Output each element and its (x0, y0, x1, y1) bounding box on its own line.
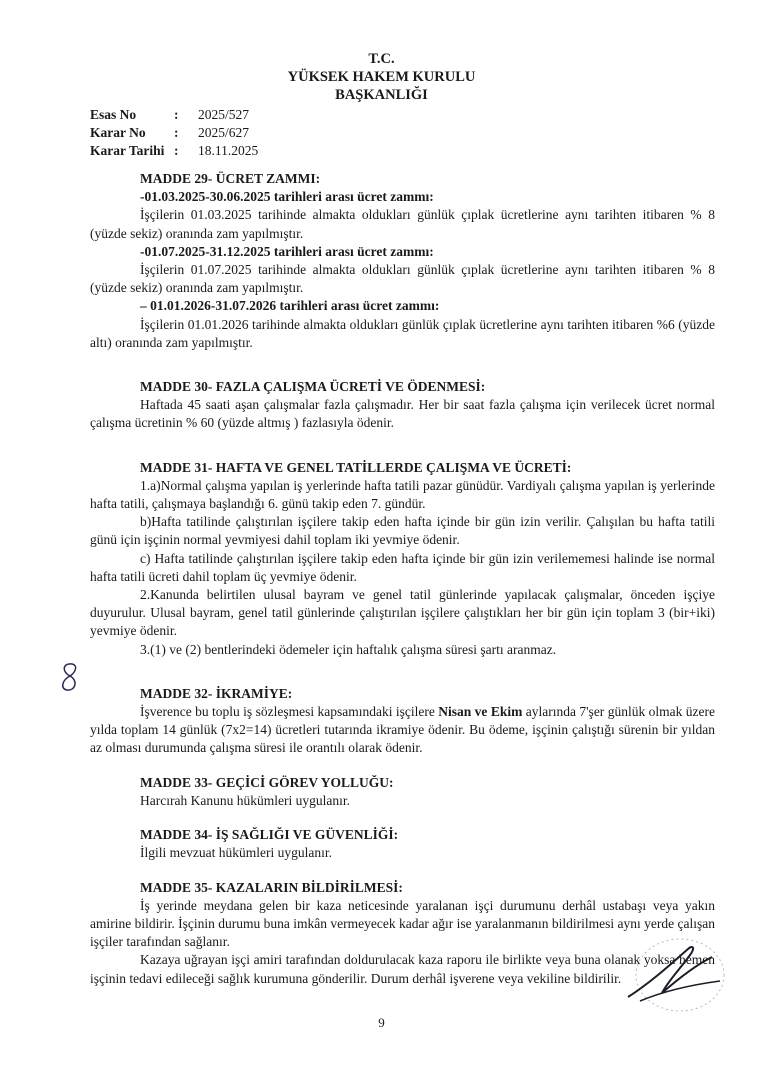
meta-label: Karar No (90, 125, 146, 140)
madde-29-para-2: İşçilerin 01.07.2025 tarihinde almakta oldukları günlük çıplak ücretlerine aynı tarihten itibaren % 8 (yüzde sekiz) oranında zam yapılmıştır. (90, 262, 715, 296)
page-number: 9 (378, 1015, 385, 1030)
madde-31-para-3: c) Hafta tatilinde çalıştırılan işçilere takip eden hafta içinde bir gün izin verilememesi halinde ise normal hafta tatili ücreti dahil toplam üç yevmiye ödenir. (90, 550, 715, 584)
madde-29-sub-3: – 01.01.2026-31.07.2026 tarihleri arası ücret zammı: (140, 298, 440, 314)
meta-value: 2025/627 (198, 125, 250, 140)
madde-29-title: MADDE 29- ÜCRET ZAMMI: (140, 171, 321, 186)
header-institution: YÜKSEK HAKEM KURULU (287, 69, 476, 85)
meta-colon: : (174, 107, 179, 122)
madde-29-sub-1: -01.03.2025-30.06.2025 tarihleri arası ücret zammı: (140, 189, 434, 205)
meta-row-tarih (90, 142, 258, 160)
madde-31-para-1: 1.a)Normal çalışma yapılan iş yerlerinde hafta tatili pazar günüdür. Vardiyalı çalışma yapılan iş yerlerinde hafta tatili, çalışmaya başlandığı 6. günü takip eden 7. gündür. (90, 477, 715, 512)
madde-34-title: MADDE 34- İŞ SAĞLIĞI VE GÜVENLİĞİ: (140, 827, 399, 843)
madde-35-para-1: İş yerinde meydana gelen bir kaza neticesinde yaralanan işçi durumunu derhâl ustabaşı veya yakın amirine bildirir. İşçinin durumu buna imkân vermeyecek kadar ağır ise yaralanmanın bildirilmesi aynı yerde çalışan işçiler tarafından sağlanır. (90, 897, 715, 950)
meta-colon: : (174, 125, 179, 140)
madde-32-para-1 (90, 703, 715, 758)
case-metadata (90, 106, 258, 160)
madde-31-para-2: b)Hafta tatilinde çalıştırılan işçilere takip eden hafta içinde bir gün izin verilir. Çalışılan bu hafta tatili günü için işçinin normal yevmiyesi dahil toplam iki yevmiye ödenir. (90, 514, 715, 548)
madde-30-title: MADDE 30- FAZLA ÇALIŞMA ÜCRETİ VE ÖDENMESİ: (140, 379, 486, 395)
handwritten-8-mark (58, 660, 82, 694)
meta-row-karar (90, 124, 258, 142)
madde-29-para-1: İşçilerin 01.03.2025 tarihinde almakta oldukları günlük çıplak ücretlerine aynı tarihten itibaren % 8 (yüzde sekiz) oranında zam yapılmıştır. (90, 207, 715, 241)
signature-stamp (620, 935, 730, 1015)
meta-value: 18.11.2025 (198, 143, 259, 158)
header-tc: T.C. (368, 51, 395, 67)
document-body (90, 170, 715, 988)
margin-note-text: 8 (58, 660, 59, 661)
header-office: BAŞKANLIĞI (335, 87, 428, 103)
madde-30-para-1: Haftada 45 saati aşan çalışmalar fazla çalışmadır. Her bir saat fazla çalışma için verilecek ücret normal çalışma ücretinin % 60 (yüzde altmış ) fazlasıyla ödenir. (90, 397, 715, 431)
madde-34-para-1: İlgili mevzuat hükümleri uygulanır. (140, 845, 332, 861)
madde-31-para-5: 3.(1) ve (2) bentlerindeki ödemeler için haftalık çalışma süresi şartı aranmaz. (140, 641, 557, 657)
document-header (0, 50, 763, 104)
madde-35-para-2: Kazaya uğrayan işçi amiri tarafından doldurulacak kaza raporu ile birlikte veya buna olanak yoksa hemen işçinin tedavi edileceği sağlık kurumuna gönderilir. Durum derhâl işverene veya vekiline bildirilir. (90, 952, 715, 986)
madde-31-para-4: 2.Kanunda belirtilen ulusal bayram ve genel tatil günlerinde yapılacak çalışmalar, önceden işçiye duyurulur. Ulusal bayram, genel tatil günlerinde çalıştırılan işçilere çalıştıkları her bir gün için toplam 3 (bir+iki) yevmiye ödenir. (90, 587, 715, 639)
madde-32-text-a: İşverence bu toplu iş sözleşmesi kapsamındaki işçilere (140, 704, 439, 720)
meta-value: 2025/527 (198, 107, 250, 122)
madde-35-title: MADDE 35- KAZALARIN BİLDİRİLMESİ: (140, 879, 403, 895)
meta-colon: : (174, 143, 179, 158)
madde-29-para-3: İşçilerin 01.01.2026 tarihinde almakta oldukları günlük çıplak ücretlerine aynı tarihten itibaren %6 (yüzde altı) oranında zam yapılmıştır. (90, 316, 715, 350)
madde-32-text-c: aylarında 7'şer günlük olmak üzere yılda toplam 14 günlük (7x2=14) ücretleri tutarında ikramiye ödenir. Bu ödeme, işçinin çalıştığı sürenin bir yıldan az olması durumunda çalışma süresi ile orantılı olarak ödenir. (90, 704, 715, 756)
madde-33-title: MADDE 33- GEÇİCİ GÖREV YOLLUĞU: (140, 774, 394, 790)
madde-29-sub-2: -01.07.2025-31.12.2025 tarihleri arası ücret zammı: (140, 243, 434, 259)
madde-32-months: Nisan ve Ekim (438, 704, 523, 720)
meta-label: Karar Tarihi (90, 143, 165, 158)
madde-32-title: MADDE 32- İKRAMİYE: (140, 685, 293, 701)
madde-31-title: MADDE 31- HAFTA VE GENEL TATİLLERDE ÇALIŞMA VE ÜCRETİ: (140, 459, 572, 475)
madde-33-para-1: Harcırah Kanunu hükümleri uygulanır. (140, 792, 350, 808)
meta-label: Esas No (90, 107, 137, 122)
meta-row-esas (90, 106, 258, 124)
